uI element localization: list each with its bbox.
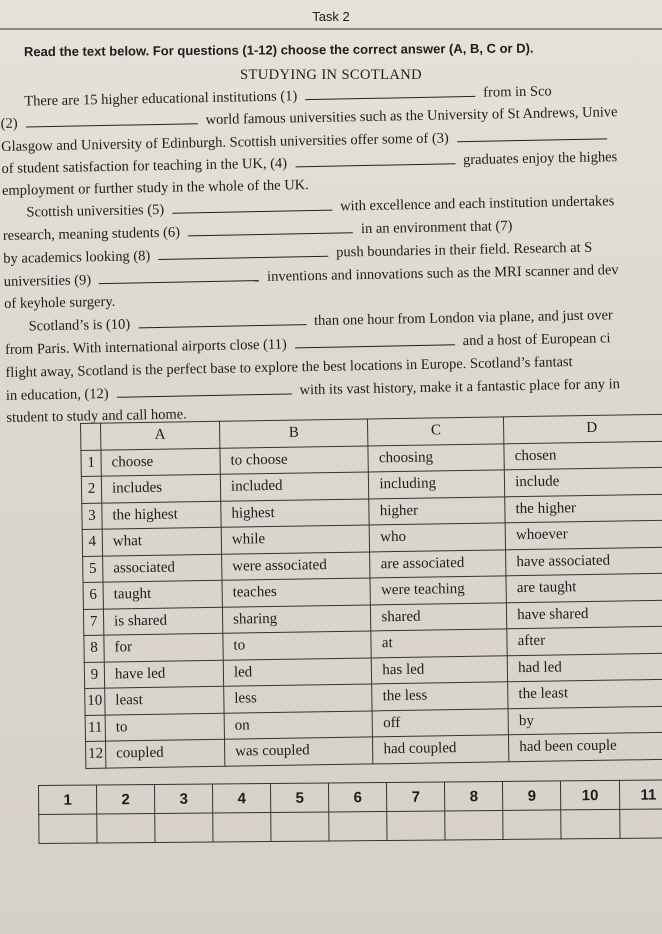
option-cell-d: have shared: [507, 600, 662, 629]
text-segment: from in Sco: [483, 83, 552, 101]
option-cell-a: is shared: [103, 607, 222, 635]
question-number-cell: 11: [85, 715, 105, 742]
option-cell-d: the higher: [505, 494, 662, 523]
text-segment: Scotland’s is (10): [28, 316, 131, 335]
answer-blank[interactable]: [26, 122, 198, 127]
text-line: [6, 376, 620, 405]
answer-grid: [38, 779, 662, 844]
text-line: [2, 177, 309, 200]
answer-blank[interactable]: [158, 255, 328, 260]
option-cell-a: choose: [101, 448, 220, 476]
answer-blank[interactable]: [138, 323, 306, 328]
option-cell-c: choosing: [368, 443, 504, 472]
option-cell-d: after: [507, 626, 662, 655]
answer-blank[interactable]: [117, 392, 292, 397]
answer-grid-input-row: [39, 809, 662, 844]
instructions: Read the text below. For questions (1-12) choose the correct answer (A, B, C or D).: [23, 40, 534, 60]
answer-grid-number: 11: [619, 780, 662, 810]
answer-grid-cell[interactable]: [503, 810, 561, 840]
answer-blank[interactable]: [188, 231, 353, 236]
answer-grid-cell[interactable]: [39, 814, 97, 844]
text-segment: than one hour from London via plane, and just over: [313, 307, 613, 330]
option-cell-b: highest: [221, 498, 370, 527]
text-segment: graduates enjoy the highes: [462, 149, 618, 169]
answer-blank[interactable]: [305, 95, 475, 100]
text-line: [4, 294, 115, 313]
text-segment: student to study and call home.: [6, 406, 187, 426]
answer-grid-cell[interactable]: [561, 809, 620, 839]
option-cell-d: are taught: [506, 573, 662, 602]
option-cell-a: taught: [103, 580, 222, 608]
option-cell-d: chosen: [504, 441, 662, 470]
answer-grid-cell[interactable]: [97, 813, 155, 843]
text-segment: with its vast history, make it a fantastic place for any in: [299, 376, 621, 399]
option-cell-c: had coupled: [373, 735, 509, 764]
option-cell-c: the less: [372, 682, 508, 711]
header-rule: [0, 28, 662, 30]
question-number-cell: 10: [85, 688, 105, 715]
answer-blank[interactable]: [99, 279, 259, 284]
option-cell-c: has led: [372, 655, 508, 684]
option-cell-d: by: [508, 706, 662, 735]
text-segment: Scottish universities (5): [26, 201, 165, 221]
answer-grid-number: 8: [445, 781, 503, 811]
options-table: [80, 414, 662, 769]
answer-grid-cell[interactable]: [329, 811, 387, 841]
column-header: B: [219, 419, 368, 448]
answer-grid-cell[interactable]: [213, 812, 271, 842]
option-cell-a: what: [102, 527, 221, 555]
text-segment: in education, (12): [5, 385, 109, 404]
answer-grid-number: 7: [387, 782, 445, 812]
text-segment: (2): [0, 115, 18, 132]
option-cell-d: have associated: [506, 547, 662, 576]
text-segment: push boundaries in their field. Research at S: [336, 239, 593, 261]
question-number-cell: 8: [84, 635, 104, 662]
answer-blank[interactable]: [457, 137, 607, 142]
answer-grid-cell[interactable]: [445, 810, 503, 840]
option-cell-c: including: [369, 470, 505, 499]
option-cell-d: include: [504, 467, 662, 496]
answer-grid-number: 9: [503, 781, 561, 811]
question-number-cell: 9: [84, 662, 104, 689]
option-cell-a: coupled: [106, 739, 225, 767]
option-cell-c: were teaching: [370, 576, 506, 605]
text-segment: employment or further study in the whole of the UK.: [1, 177, 309, 199]
option-cell-a: for: [104, 633, 223, 661]
option-cell-b: less: [224, 684, 373, 713]
question-number-cell: 6: [83, 582, 103, 609]
answer-grid-cell[interactable]: [271, 812, 329, 842]
answer-grid-cell[interactable]: [619, 809, 662, 839]
answer-grid-number: 6: [329, 782, 387, 812]
option-cell-b: to choose: [220, 445, 369, 474]
answer-blank[interactable]: [295, 162, 455, 167]
answer-blank[interactable]: [172, 209, 332, 214]
option-cell-b: teaches: [222, 578, 371, 607]
question-number-cell: 3: [82, 503, 102, 530]
text-segment: with excellence and each institution undertakes: [339, 193, 615, 215]
text-segment: flight away, Scotland is the perfect base to explore the best locations in Europe. Scotland’s fantast: [5, 354, 573, 381]
option-cell-c: at: [371, 629, 507, 658]
text-segment: of student satisfaction for teaching in the UK, (4): [1, 155, 288, 177]
text-segment: world famous universities such as the University of St Andrews, Unive: [205, 104, 618, 129]
option-cell-b: led: [223, 657, 372, 686]
text-segment: and a host of European ci: [462, 330, 611, 350]
option-cell-a: to: [105, 713, 224, 741]
text-segment: There are 15 higher educational institutions (1): [24, 88, 298, 110]
option-cell-d: whoever: [505, 520, 662, 549]
option-cell-c: off: [372, 708, 508, 737]
answer-grid-number: 3: [155, 784, 213, 814]
option-cell-b: were associated: [222, 551, 371, 580]
question-number-cell: 1: [81, 450, 101, 477]
text-segment: inventions and innovations such as the MRI scanner and dev: [266, 262, 619, 285]
answer-grid-number: 5: [271, 783, 329, 813]
question-number-cell: 5: [83, 556, 103, 583]
question-number-cell: 12: [86, 741, 106, 768]
option-cell-c: shared: [371, 602, 507, 631]
option-cell-a: associated: [103, 554, 222, 582]
option-cell-a: the highest: [102, 501, 221, 529]
option-cell-b: sharing: [222, 604, 371, 633]
question-number-cell: 2: [81, 476, 101, 503]
option-cell-b: on: [224, 710, 373, 739]
option-cell-a: includes: [101, 474, 220, 502]
answer-grid-cell[interactable]: [387, 811, 445, 841]
text-segment: universities (9): [3, 272, 92, 290]
option-cell-b: to: [223, 631, 372, 660]
column-header: D: [504, 414, 662, 443]
question-number-cell: 7: [83, 609, 103, 636]
text-segment: in an environment that (7): [360, 218, 513, 238]
option-cell-d: the least: [508, 679, 662, 708]
column-header: C: [368, 417, 504, 446]
task-label: Task 2: [312, 9, 350, 24]
text-segment: from Paris. With international airports close (11): [4, 336, 287, 358]
text-segment: of keyhole surgery.: [4, 293, 116, 312]
answer-grid-number: 2: [97, 784, 155, 814]
option-cell-d: had been couple: [509, 732, 662, 761]
answer-blank[interactable]: [295, 343, 455, 348]
column-header: A: [101, 421, 220, 449]
option-cell-d: had led: [507, 653, 662, 682]
text-line: [4, 262, 619, 291]
option-cell-a: least: [105, 686, 224, 714]
text-segment: Glasgow and University of Edinburgh. Scottish universities offer some of (3): [1, 130, 449, 155]
text-segment: research, meaning students (6): [2, 224, 181, 244]
option-cell-c: who: [370, 523, 506, 552]
text-line: [3, 218, 513, 245]
answer-grid-number: 1: [39, 785, 97, 815]
question-number-cell: 4: [82, 529, 102, 556]
option-cell-a: have led: [104, 660, 223, 688]
answer-grid-number: 10: [561, 780, 620, 810]
corner-cell: [81, 423, 101, 450]
text-segment: by academics looking (8): [3, 248, 151, 267]
option-cell-b: was coupled: [224, 737, 373, 766]
option-cell-b: included: [220, 472, 369, 501]
answer-grid-cell[interactable]: [155, 813, 213, 843]
answer-grid-number: 4: [213, 783, 271, 813]
text-title: STUDYING IN SCOTLAND: [240, 67, 422, 83]
option-cell-c: are associated: [370, 549, 506, 578]
option-cell-c: higher: [369, 496, 505, 525]
option-cell-b: while: [221, 525, 370, 554]
